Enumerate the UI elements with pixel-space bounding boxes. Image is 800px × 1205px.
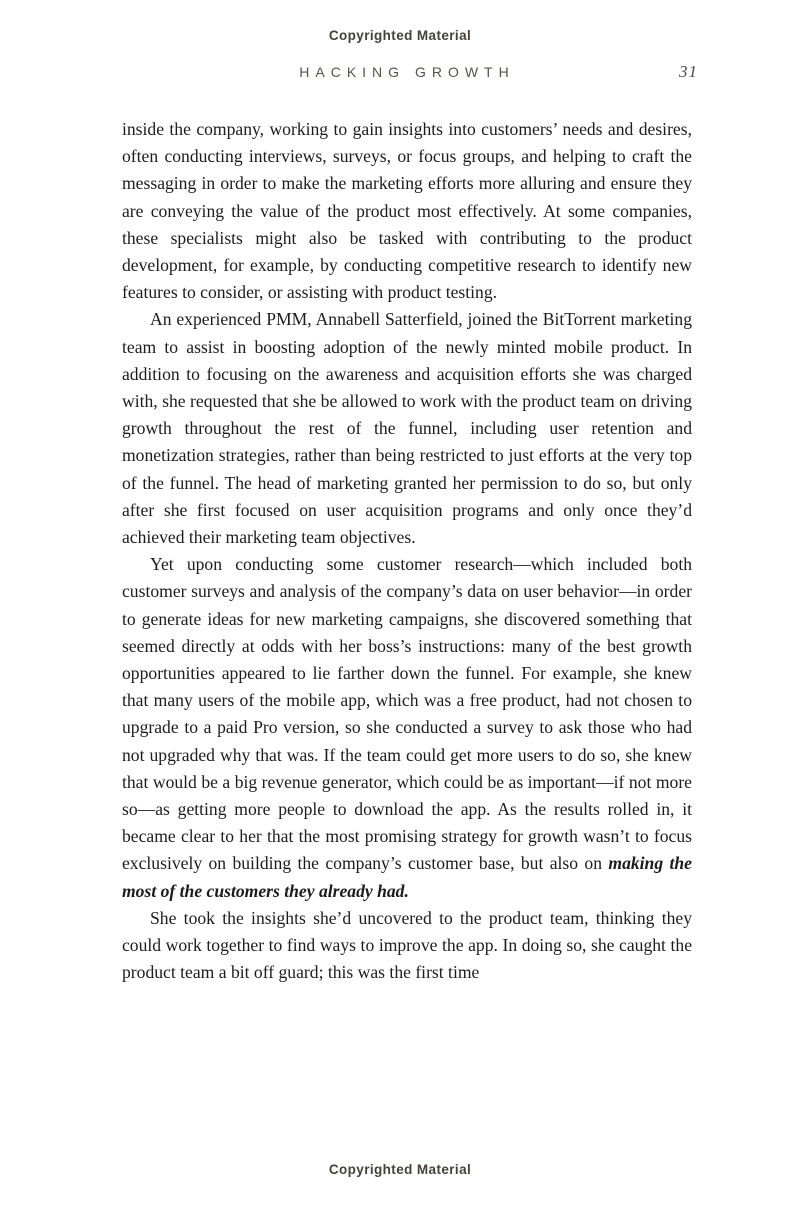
copyright-notice-top: Copyrighted Material	[328, 28, 472, 43]
paragraph	[122, 551, 692, 905]
paragraph-italic-emphasis: making the most of the customers they already had.	[122, 853, 692, 901]
paragraph-text: Yet upon conducting some customer research—which included both customer surveys and analysis of the company’s data on user behavior—in order to generate ideas for new marketing campaigns, she discovered something that seemed directly at odds with her boss’s instructions: many of the best growth opportunities appeared to lie farther down the funnel. For example, she knew that many users of the mobile app, which was a free product, had not chosen to upgrade to a paid Pro version, so she conducted a survey to ask those who had not upgraded why that was. If the team could get more users to do so, she knew that would be a big revenue generator, which could be as important—if not more so—as getting more people to download the app. As the results rolled in, it became clear to her that the most promising strategy for growth wasn’t to focus exclusively on building the company’s customer base, but also on	[122, 554, 692, 874]
paragraph: An experienced PMM, Annabell Satterfield, joined the BitTorrent marketing team to assist in boosting adoption of the newly minted mobile product. In addition to focusing on the awareness and acquisition efforts she was charged with, she requested that she be allowed to work with the product team on driving growth throughout the rest of the funnel, including user retention and monetization strategies, rather than being restricted to just efforts at the very top of the funnel. The head of marketing granted her permission to do so, but only after she first focused on user acquisition programs and only once they’d achieved their marketing team objectives.	[122, 309, 692, 548]
paragraph: She took the insights she’d uncovered to the product team, thinking they could work together to find ways to improve the app. In doing so, she caught the product team a bit off guard; this was the first time	[122, 907, 692, 983]
copyright-notice-bottom: Copyrighted Material	[328, 1162, 472, 1177]
page-body	[122, 116, 692, 987]
paragraph: inside the company, working to gain insights into customers’ needs and desires, often conducting interviews, surveys, or focus groups, and helping to craft the messaging in order to make the marketing efforts more alluring and ensure they are conveying the value of the product most effectively. At some companies, these specialists might also be tasked with contributing to the product development, for example, by conducting competitive research to identify new features to consider, or assisting with product testing.	[122, 119, 692, 303]
page-number: 31	[679, 62, 698, 81]
running-header	[122, 62, 698, 86]
running-header-title: HACKING GROWTH	[299, 64, 515, 80]
